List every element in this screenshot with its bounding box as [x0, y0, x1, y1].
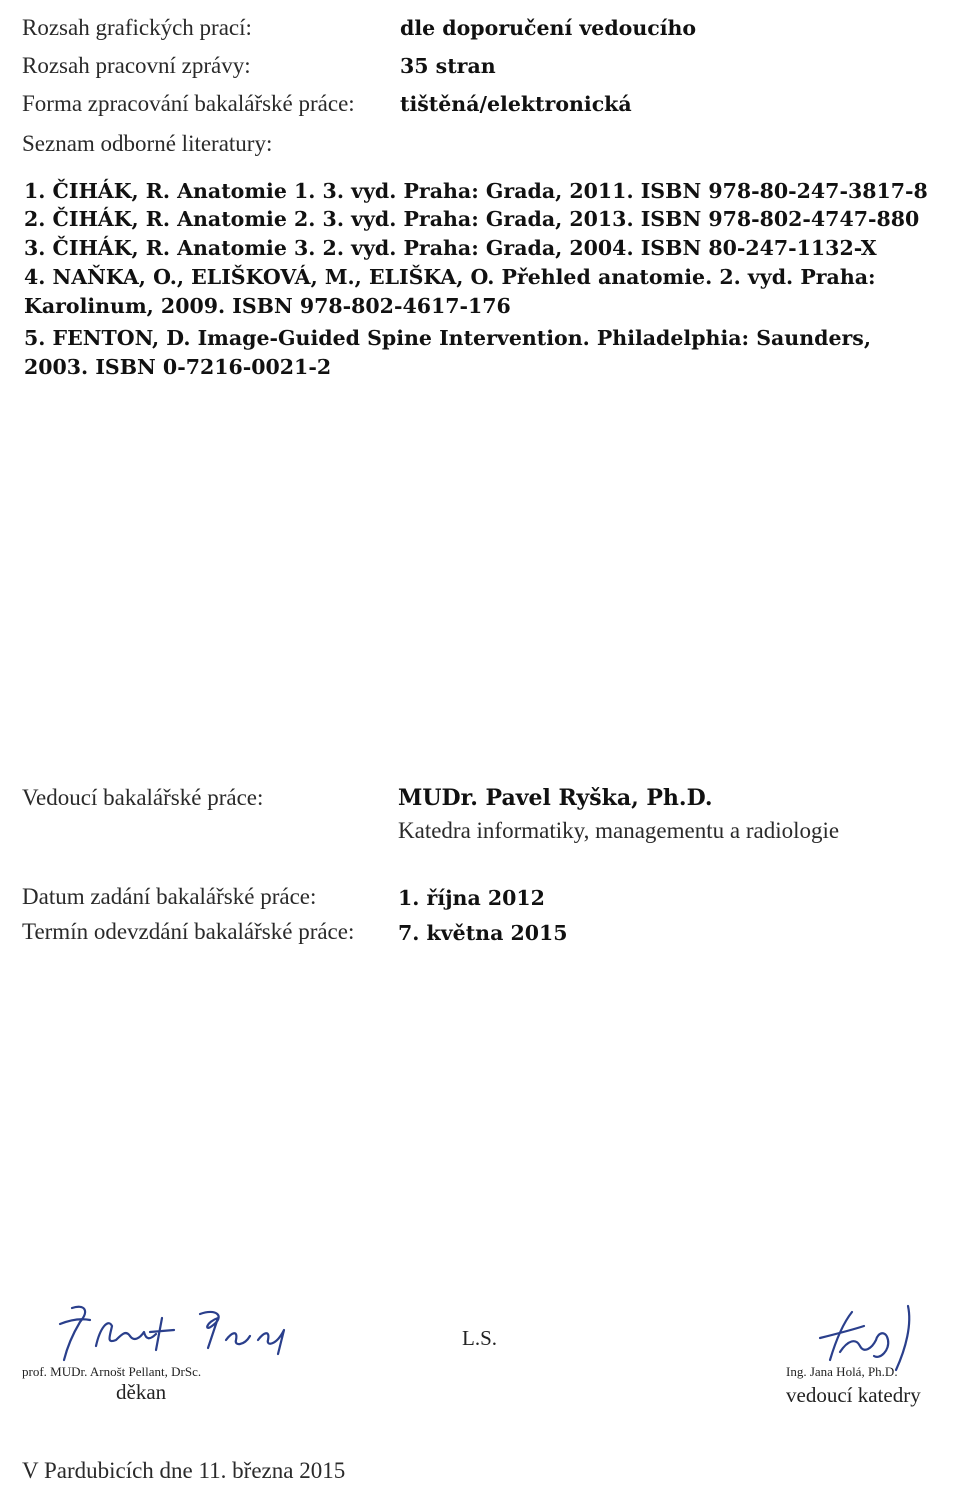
supervisor-name: MUDr. Pavel Ryška, Ph.D.	[398, 785, 713, 811]
supervisor-label: Vedoucí bakalářské práce:	[22, 785, 264, 810]
reference-line: 2003. ISBN 0-7216-0021-2	[24, 354, 332, 379]
dean-role: děkan	[116, 1380, 167, 1404]
reference-line: 2. ČIHÁK, R. Anatomie 2. 3. vyd. Praha: Grada, 2013. ISBN 978-802-4747-880	[24, 207, 920, 231]
head-role: vedoucí katedry	[786, 1383, 921, 1407]
reference-item	[24, 177, 944, 206]
head-name: Ing. Jana Holá, Ph.D.	[786, 1364, 898, 1379]
reference-line: 4. NAŇKA, O., ELIŠKOVÁ, M., ELIŠKA, O. Přehled anatomie. 2. vyd. Praha:	[24, 265, 876, 289]
row-report-label: Rozsah pracovní zprávy:	[22, 53, 251, 78]
row-graphics-value: dle doporučení vedoucího	[400, 16, 697, 40]
assignment-date-label: Datum zadání bakalářské práce:	[22, 884, 317, 909]
assignment-date-value: 1. října 2012	[398, 886, 545, 910]
dean-name: prof. MUDr. Arnošt Pellant, DrSc.	[22, 1364, 202, 1379]
row-graphics-label: Rozsah grafických prací:	[22, 15, 252, 40]
seal-mark: L.S.	[462, 1326, 498, 1350]
reference-item	[24, 324, 944, 381]
reference-item	[24, 205, 944, 234]
reference-line: 1. ČIHÁK, R. Anatomie 1. 3. vyd. Praha: Grada, 2011. ISBN 978-80-247-3817-8	[24, 179, 928, 203]
submission-date-value: 7. května 2015	[398, 921, 568, 945]
reference-line: 3. ČIHÁK, R. Anatomie 3. 2. vyd. Praha: Grada, 2004. ISBN 80-247-1132-X	[24, 236, 877, 260]
reference-line: Karolinum, 2009. ISBN 978-802-4617-176	[24, 293, 511, 318]
row-literature-label: Seznam odborné literatury:	[22, 131, 273, 156]
supervisor-department: Katedra informatiky, managementu a radiologie	[398, 818, 840, 843]
place-date: V Pardubicích dne 11. března 2015	[22, 1458, 346, 1483]
reference-line: 5. FENTON, D. Image-Guided Spine Intervention. Philadelphia: Saunders,	[24, 326, 871, 350]
row-report-value: 35 stran	[400, 54, 496, 78]
dean-signature	[50, 1300, 320, 1370]
reference-item	[24, 234, 944, 263]
row-form-label: Forma zpracování bakalářské práce:	[22, 91, 355, 116]
reference-item	[24, 263, 944, 320]
submission-date-label: Termín odevzdání bakalářské práce:	[22, 919, 355, 944]
row-form-value: tištěná/elektronická	[400, 92, 632, 116]
